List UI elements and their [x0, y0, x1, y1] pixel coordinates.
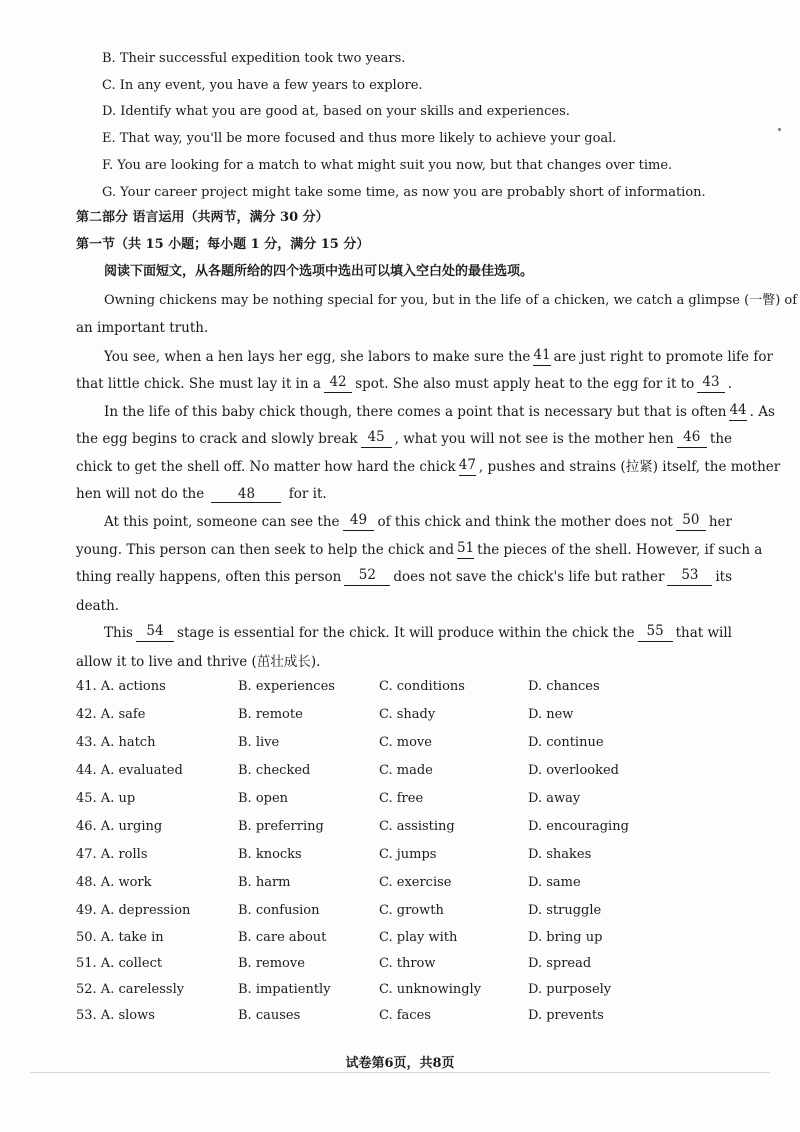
choice-c: C. exercise: [379, 875, 452, 890]
choice-b: B. impatiently: [238, 982, 331, 997]
passage-p3-line4: [76, 485, 732, 503]
passage-p4-line1: [104, 513, 732, 531]
blank-50: 50: [676, 513, 706, 531]
blank-46: 46: [677, 430, 707, 448]
choice-c: C. move: [379, 735, 432, 750]
text: thing really happens, often this person: [76, 569, 342, 585]
choice-a: 53. A. slows: [76, 1008, 155, 1023]
choice-c: C. faces: [379, 1008, 431, 1023]
choice-b: B. remote: [238, 707, 303, 722]
text: that will: [675, 625, 732, 641]
text: of this chick and think the mother does not: [377, 514, 673, 530]
question-45: [76, 791, 736, 809]
choice-a: 42. A. safe: [76, 707, 146, 722]
choice-d: D. new: [528, 707, 574, 722]
option-d: D. Identify what you are good at, based on your skills and experiences.: [102, 104, 570, 119]
choice-c: C. shady: [379, 707, 436, 722]
option-g: G. Your career project might take some time, as now you are probably short of information.: [102, 185, 706, 200]
blank-51: 51: [457, 541, 474, 559]
passage-p5-line2: allow it to live and thrive (茁壮成长).: [76, 654, 321, 670]
text: are just right to promote life for: [553, 349, 773, 365]
choice-d: D. overlooked: [528, 763, 620, 778]
question-52: [76, 982, 736, 1000]
text: At this point, someone can see the: [104, 514, 340, 530]
choice-b: B. care about: [238, 930, 327, 945]
choice-c: C. throw: [379, 956, 436, 971]
choice-d: D. encouraging: [528, 819, 629, 834]
choice-d: D. bring up: [528, 930, 603, 945]
text: hen will not do the: [76, 486, 205, 502]
choice-b: B. harm: [238, 875, 291, 890]
blank-42: 42: [324, 375, 352, 393]
blank-43: 43: [697, 375, 724, 393]
choice-b: B. experiences: [238, 679, 335, 694]
question-53: [76, 1008, 736, 1026]
choice-b: B. confusion: [238, 903, 320, 918]
part-title: 第二部分 语言运用（共两节，满分 30 分）: [76, 210, 329, 225]
text: the: [709, 431, 732, 447]
question-42: [76, 707, 736, 725]
text: This: [104, 625, 133, 641]
choice-a: 45. A. up: [76, 791, 136, 806]
choice-d: D. shakes: [528, 847, 592, 862]
text: that little chick. She must lay it in a: [76, 376, 321, 392]
choice-a: 43. A. hatch: [76, 735, 156, 750]
choice-d: D. away: [528, 791, 581, 806]
choice-d: D. struggle: [528, 903, 602, 918]
passage-p2-line1: [104, 347, 773, 366]
passage-p2-line2: [76, 375, 732, 393]
passage-p4-line4: death.: [76, 598, 120, 614]
question-46: [76, 819, 736, 837]
text: stage is essential for the chick. It will produce within the chick the: [177, 625, 635, 641]
choice-d: D. same: [528, 875, 581, 890]
text: young. This person can then seek to help the chick and: [76, 542, 454, 558]
question-41: [76, 679, 736, 697]
option-b: B. Their successful expedition took two years.: [102, 51, 406, 66]
passage-p5-line1: [104, 624, 732, 642]
blank-41: 41: [533, 348, 550, 366]
bottom-divider: [30, 1072, 770, 1073]
text: You see, when a hen lays her egg, she labors to make sure the: [104, 349, 531, 365]
choice-c: C. conditions: [379, 679, 465, 694]
blank-45: 45: [361, 430, 392, 448]
question-51: [76, 956, 736, 974]
choice-a: 48. A. work: [76, 875, 152, 890]
text: for it.: [288, 486, 327, 502]
option-f: F. You are looking for a match to what might suit you now, but that changes over time.: [102, 158, 673, 173]
blank-48: 48: [211, 487, 281, 503]
text: , pushes and strains (拉紧) itself, the mother: [478, 459, 781, 475]
question-47: [76, 847, 736, 865]
choice-a: 50. A. take in: [76, 930, 164, 945]
blank-44: 44: [729, 403, 746, 421]
text: the pieces of the shell. However, if such a: [477, 542, 763, 558]
choice-b: B. preferring: [238, 819, 324, 834]
passage-p3-line3: [76, 457, 781, 476]
blank-52: 52: [344, 568, 390, 586]
question-50: [76, 930, 736, 948]
choice-a: 47. A. rolls: [76, 847, 148, 862]
choice-b: B. open: [238, 791, 289, 806]
question-43: [76, 735, 736, 753]
choice-b: B. checked: [238, 763, 311, 778]
passage-p1-line1: Owning chickens may be nothing special for you, but in the life of a chicken, we catch a glimpse (一瞥) of: [104, 293, 798, 308]
choice-a: 49. A. depression: [76, 903, 191, 918]
choice-a: 52. A. carelessly: [76, 982, 185, 997]
passage-p1-line2: an important truth.: [76, 320, 209, 336]
choice-b: B. remove: [238, 956, 305, 971]
question-49: [76, 903, 736, 921]
choice-d: D. prevents: [528, 1008, 604, 1023]
choice-c: C. growth: [379, 903, 444, 918]
choice-a: 51. A. collect: [76, 956, 163, 971]
question-44: [76, 763, 736, 781]
blank-49: 49: [343, 513, 375, 531]
page-footer: 试卷第6页，共8页: [345, 1056, 455, 1071]
blank-54: 54: [136, 624, 174, 642]
choice-c: C. made: [379, 763, 433, 778]
option-c: C. In any event, you have a few years to explore.: [102, 78, 423, 93]
choice-d: D. purposely: [528, 982, 612, 997]
choice-c: C. jumps: [379, 847, 437, 862]
text: .: [727, 376, 732, 392]
passage-p3-line1: [104, 402, 775, 421]
choice-d: D. continue: [528, 735, 604, 750]
passage-p4-line2: [76, 540, 763, 559]
choice-a: 44. A. evaluated: [76, 763, 183, 778]
passage-p4-line3: [76, 568, 732, 586]
text: the egg begins to crack and slowly break: [76, 431, 358, 447]
blank-55: 55: [638, 624, 673, 642]
choice-a: 41. A. actions: [76, 679, 166, 694]
choice-a: 46. A. urging: [76, 819, 163, 834]
text: In the life of this baby chick though, there comes a point that is necessary but that is often: [104, 404, 727, 420]
choice-b: B. causes: [238, 1008, 301, 1023]
blank-53: 53: [667, 568, 712, 586]
text: spot. She also must apply heat to the egg for it to: [355, 376, 695, 392]
text: its: [715, 569, 732, 585]
text: does not save the chick's life but rather: [393, 569, 665, 585]
passage-p3-line2: [76, 430, 732, 448]
choice-b: B. knocks: [238, 847, 302, 862]
blank-47: 47: [459, 458, 476, 476]
text: , what you will not see is the mother hen: [394, 431, 674, 447]
choice-d: D. chances: [528, 679, 600, 694]
text: . As: [749, 404, 775, 420]
choice-c: C. unknowingly: [379, 982, 482, 997]
section-title: 第一节（共 15 小题；每小题 1 分，满分 15 分）: [76, 237, 370, 252]
choice-b: B. live: [238, 735, 280, 750]
choice-d: D. spread: [528, 956, 592, 971]
choice-c: C. play with: [379, 930, 458, 945]
instruction: 阅读下面短文，从各题所给的四个选项中选出可以填入空白处的最佳选项。: [104, 264, 534, 279]
choice-c: C. free: [379, 791, 424, 806]
text: her: [708, 514, 732, 530]
text: chick to get the shell off. No matter how hard the chick: [76, 459, 456, 475]
question-48: [76, 875, 736, 893]
scan-speck: [778, 128, 781, 131]
choice-c: C. assisting: [379, 819, 455, 834]
option-e: E. That way, you'll be more focused and thus more likely to achieve your goal.: [102, 131, 617, 146]
